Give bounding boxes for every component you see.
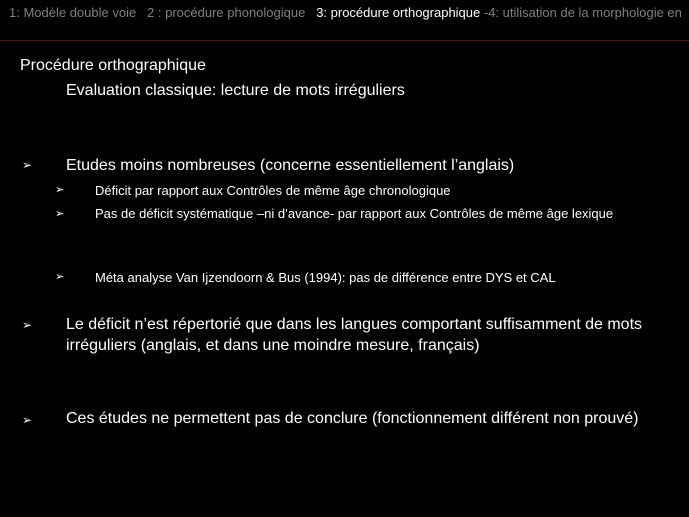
subbullet-arrow-icon: ➢ bbox=[55, 270, 65, 283]
bullet-2-text: Le déficit n’est répertorié que dans les langues comportant suffisamment de mots irréguliers (anglais, et dans une moindre mesure, français) bbox=[66, 316, 643, 354]
bullet-arrow-icon: ➢ bbox=[22, 318, 33, 332]
subbullet-arrow-icon: ➢ bbox=[55, 183, 65, 196]
bullet-arrow-icon: ➢ bbox=[22, 413, 33, 427]
bullet-1-text: Etudes moins nombreuses (concerne essentiellement l’anglais) bbox=[66, 157, 515, 174]
bullet-3-text: Ces études ne permettent pas de conclure (fonctionnement différent non prouvé) bbox=[66, 410, 639, 427]
nav-item-modele-double-voie[interactable]: 1: Modèle double voie bbox=[9, 5, 137, 20]
slide-subtitle: Evaluation classique: lecture de mots irréguliers bbox=[66, 82, 405, 99]
bullet-arrow-icon: ➢ bbox=[22, 158, 33, 172]
slide-title: Procédure orthographique bbox=[20, 57, 206, 74]
bullet-1-subbullet-3-text: Méta analyse Van Ijzendoorn & Bus (1994): pas de différence entre DYS et CAL bbox=[95, 270, 556, 285]
nav-item-procedure-phonologique[interactable]: 2 : procédure phonologique bbox=[147, 5, 306, 20]
bullet-1-subbullet-1-text: Déficit par rapport aux Contrôles de même âge chronologique bbox=[95, 183, 451, 198]
nav-item-procedure-orthographique[interactable]: 3: procédure orthographique bbox=[316, 5, 481, 20]
nav-item-utilisation-morphologie[interactable]: -4: utilisation de la morphologie en bbox=[483, 5, 682, 20]
subbullet-arrow-icon: ➢ bbox=[55, 207, 65, 220]
bullet-1-subbullet-2-text: Pas de déficit systématique –ni d’avance- par rapport aux Contrôles de même âge lexique bbox=[95, 206, 614, 221]
